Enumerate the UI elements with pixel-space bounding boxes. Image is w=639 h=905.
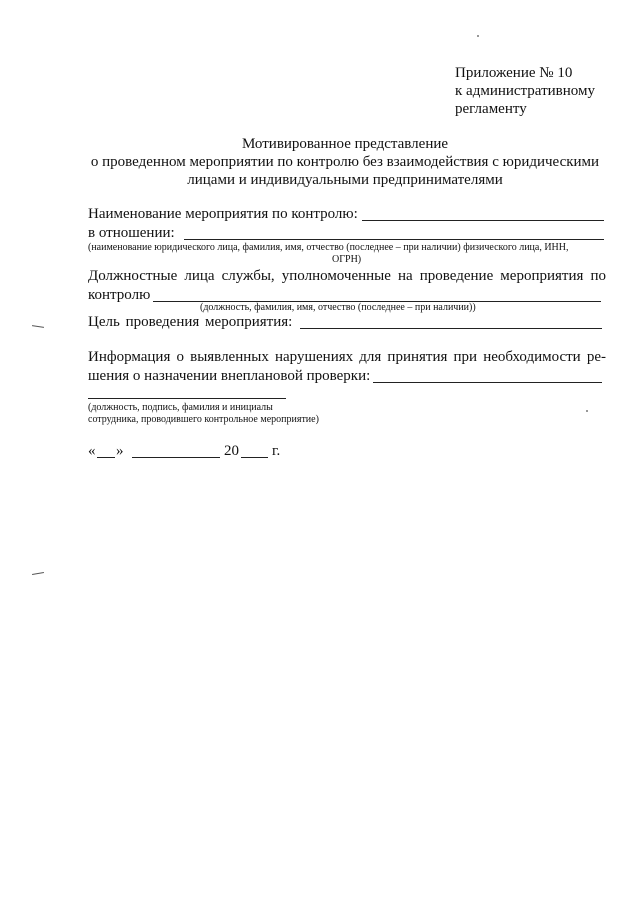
date-year-prefix: 20	[224, 443, 239, 459]
violations-label-cont: шения о назначении внеплановой проверки:	[88, 368, 371, 384]
scan-mark	[32, 572, 44, 575]
annex-header	[455, 64, 595, 118]
scan-dot	[586, 410, 588, 412]
scan-mark	[32, 325, 44, 328]
signature-hint-1: (должность, подпись, фамилия и инициалы	[88, 402, 273, 413]
annex-line-1: Приложение № 10	[455, 65, 573, 81]
title-line-1: Мотивированное представление	[241, 136, 449, 152]
annex-line-2: к административному	[455, 83, 595, 99]
event-name-label: Наименование мероприятия по контролю:	[88, 206, 358, 222]
scan-dot	[477, 35, 479, 37]
officials-label-cont: контролю	[88, 287, 151, 303]
event-name-field[interactable]	[362, 220, 604, 221]
document-title	[80, 135, 610, 189]
date-year-field[interactable]	[241, 457, 268, 458]
title-line-2: о проведенном мероприятии по контролю без взаимодействия с юридическими	[90, 154, 600, 170]
signature-field[interactable]	[88, 398, 286, 399]
officials-label: Должностные лица службы, уполномоченные на проведение мероприятия по	[88, 268, 606, 284]
date-month-field[interactable]	[132, 457, 220, 458]
regarding-label: в отношении:	[88, 225, 175, 241]
date-open-quote: «	[88, 443, 96, 459]
date-day-field[interactable]	[97, 457, 115, 458]
title-line-3: лицами и индивидуальными предпринимателями	[187, 172, 503, 188]
regarding-hint-2: ОГРН)	[332, 254, 362, 265]
purpose-field[interactable]	[300, 328, 602, 329]
violations-field[interactable]	[373, 382, 602, 383]
date-close-quote: »	[116, 443, 124, 459]
officials-hint: (должность, фамилия, имя, отчество (последнее – при наличии))	[200, 302, 476, 313]
violations-label: Информация о выявленных нарушениях для принятия при необходимости ре-	[88, 349, 606, 365]
annex-line-3: регламенту	[455, 101, 527, 117]
signature-hint-2: сотрудника, проводившего контрольное мероприятие)	[88, 414, 319, 425]
purpose-label: Цель проведения мероприятия:	[88, 314, 293, 330]
regarding-hint-1: (наименование юридического лица, фамилия, имя, отчество (последнее – при наличии) физического лица, ИНН,	[88, 242, 569, 253]
regarding-field[interactable]	[184, 239, 604, 240]
date-year-suffix: г.	[272, 443, 281, 459]
